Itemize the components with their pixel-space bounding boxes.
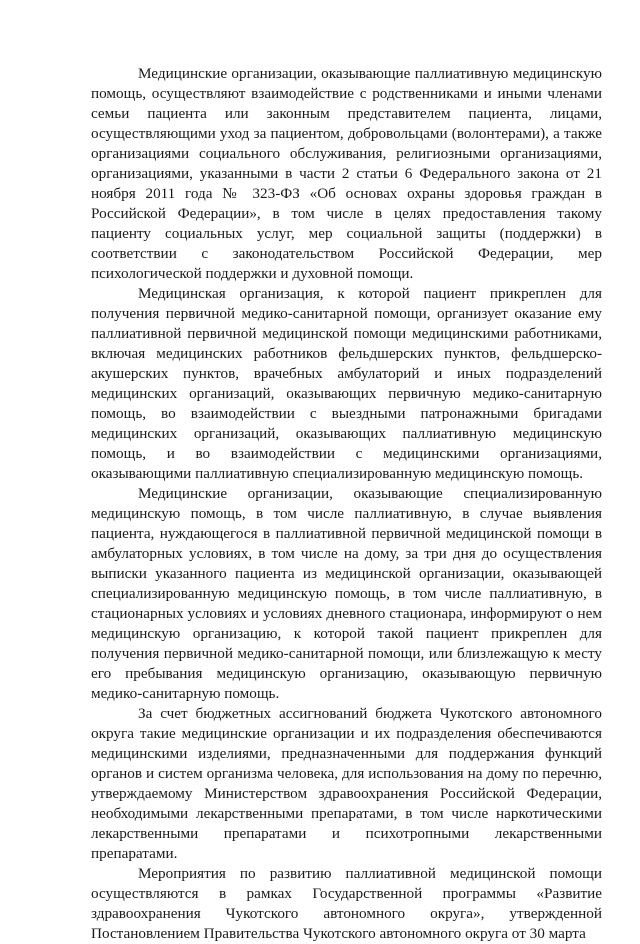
paragraph-budget-funding: За счет бюджетных ассигнований бюджета Чукотского автономного округа такие медицинские организации и их подразделения обеспечиваются медицинскими изделиями, предназначенными для поддержания функций органов и систем организма человека, для использования на дому по перечню, утверждаемому Министерством здравоохранения Российской Федерации, необходимыми лекарственными препаратами, в том числе наркотическими лекарственными препаратами и психотропными лекарственными препаратами. [91,705,602,862]
paragraph-development-program: Мероприятия по развитию паллиативной медицинской помощи осуществляются в рамках Государственной программы «Развитие здравоохранения Чукотского автономного округа», утвержденной Постановлением Правительства Чукотского автономного округа от 30 марта [91,865,602,942]
paragraph-specialized-care-notification: Медицинские организации, оказывающие специализированную медицинскую помощь, в том числе паллиативную, в случае выявления пациента, нуждающегося в паллиативной первичной медицинской помощи в амбулаторных условиях, в том числе на дому, за три дня до осуществления выписки указанного пациента из медицинской организации, оказывающей специализированную медицинскую помощь, в том числе паллиативную, в стационарных условиях и условиях дневного стационара, информируют о нем медицинскую организацию, к которой такой пациент прикреплен для получения первичной медико-санитарной помощи, или близлежащую к месту его пребывания медицинскую организацию, оказывающую первичную медико-санитарную помощь. [91,485,602,702]
paragraph-palliative-cooperation: Медицинские организации, оказывающие паллиативную медицинскую помощь, осуществляют взаимодействие с родственниками и иными членами семьи пациента или законным представителем пациента, лицами, осуществляющими уход за пациентом, добровольцами (волонтерами), а также организациями социального обслуживания, религиозными организациями, организациями, указанными в части 2 статьи 6 Федерального закона от 21 ноября 2011 года № 323-ФЗ «Об основах охраны здоровья граждан в Российской Федерации», в том числе в целях предоставления такому пациенту социальных услуг, мер социальной защиты (поддержки) в соответствии с законодательством Российской Федерации, мер психологической поддержки и духовной помощи. [91,65,602,282]
paragraph-primary-care-organization: Медицинская организация, к которой пациент прикреплен для получения первичной медико-санитарной помощи, организует оказание ему паллиативной первичной медицинской помощи медицинскими работниками, включая медицинских работников фельдшерских пунктов, фельдшерско-акушерских пунктов, врачебных амбулаторий и иных подразделений медицинских организаций, оказывающих первичную медико-санитарную помощь, во взаимодействии с выездными патронажными бригадами медицинских организаций, оказывающих паллиативную медицинскую помощь, и во взаимодействии с медицинскими организациями, оказывающими паллиативную специализированную медицинскую помощь. [91,285,602,482]
document-body [91,64,602,944]
